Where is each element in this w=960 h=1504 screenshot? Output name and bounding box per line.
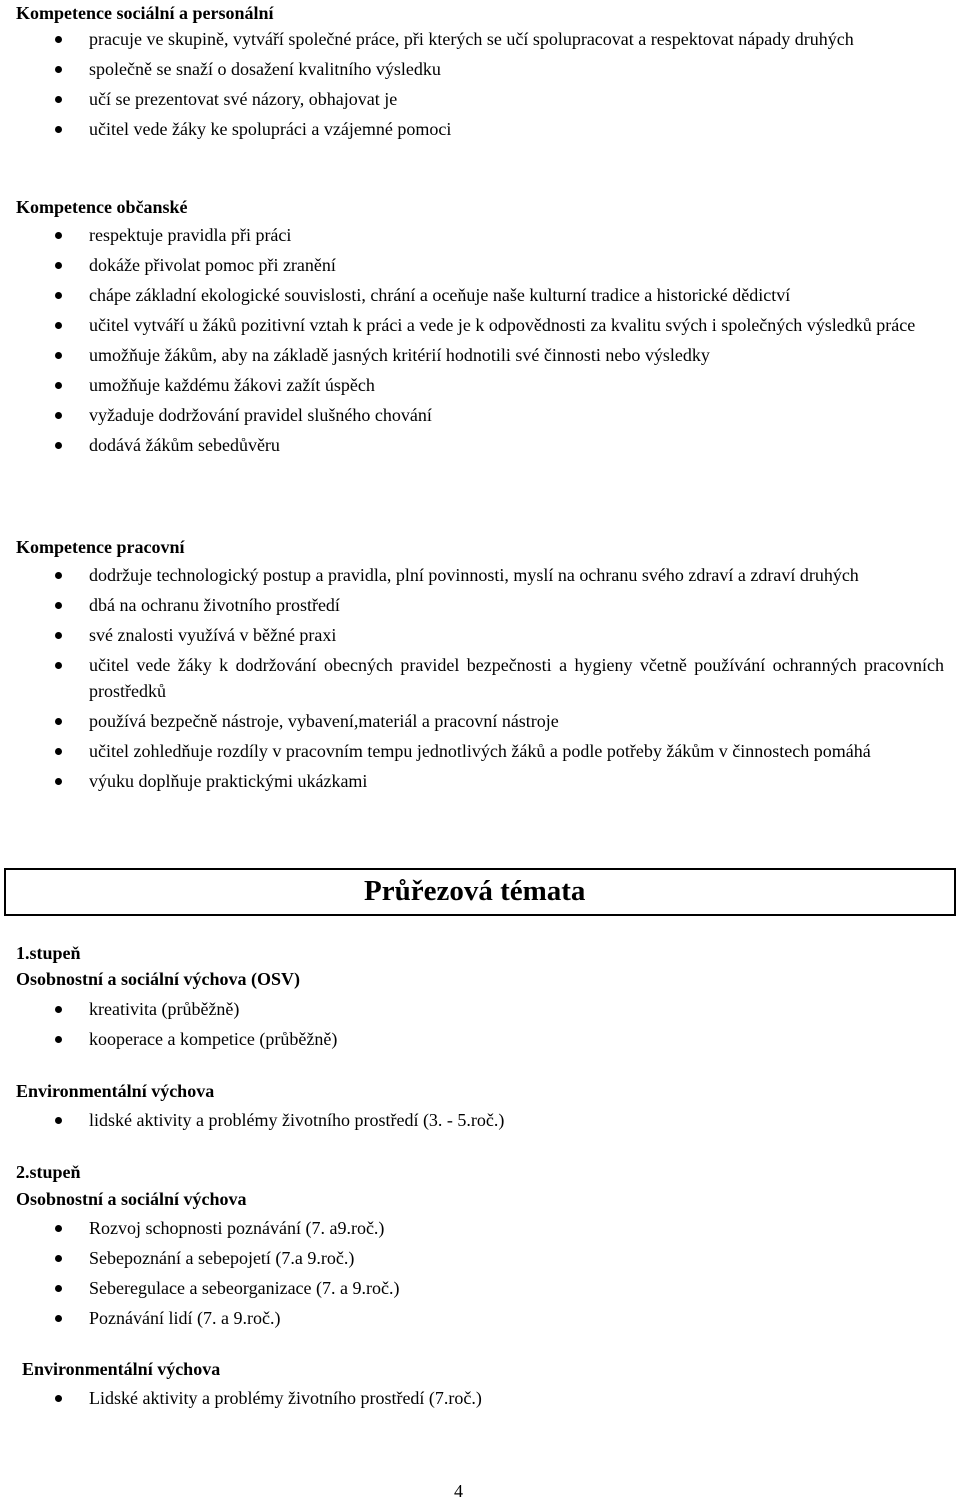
stage1-osv-heading: Osobnostní a sociální výchova (OSV) [16, 969, 301, 989]
list-item: kooperace a kompetice (průběžně) [0, 1026, 960, 1052]
section-heading-social: Kompetence sociální a personální [16, 3, 274, 23]
bullet-icon [55, 382, 62, 389]
list-item: dodává žákům sebedůvěru [0, 432, 960, 458]
list-item: používá bezpečně nástroje, vybavení,materiál a pracovní nástroje [0, 708, 960, 734]
bullet-icon [55, 262, 62, 269]
list-item: Poznávání lidí (7. a 9.roč.) [0, 1305, 960, 1331]
stage1-osv-list [0, 996, 960, 1052]
cross-topics-title: Průřezová témata [364, 875, 586, 907]
list-item: Rozvoj schopnosti poznávání (7. a9.roč.) [0, 1215, 960, 1241]
bullet-icon [55, 126, 62, 133]
page-number: 4 [454, 1481, 463, 1501]
bullet-icon [55, 66, 62, 73]
list-item: pracuje ve skupině, vytváří společné práce, při kterých se učí spolupracovat a respektovat nápady druhých [0, 26, 960, 52]
bullet-list-civic [0, 222, 960, 458]
bullet-icon [55, 662, 62, 669]
bullet-icon [55, 602, 62, 609]
bullet-icon [55, 1225, 62, 1232]
list-item: lidské aktivity a problémy životního prostředí (3. - 5.roč.) [0, 1107, 960, 1133]
bullet-icon [55, 36, 62, 43]
list-item: učitel vede žáky ke spolupráci a vzájemné pomoci [0, 116, 960, 142]
bullet-icon [55, 1395, 62, 1402]
bullet-icon [55, 352, 62, 359]
list-item: své znalosti využívá v běžné praxi [0, 622, 960, 648]
list-item: výuku doplňuje praktickými ukázkami [0, 768, 960, 794]
stage1-env-heading: Environmentální výchova [16, 1081, 215, 1101]
list-item: vyžaduje dodržování pravidel slušného chování [0, 402, 960, 428]
bullet-icon [55, 1036, 62, 1043]
stage1-label: 1.stupeň [16, 943, 81, 963]
bullet-icon [55, 1315, 62, 1322]
bullet-list-social [0, 26, 960, 142]
list-item: umožňuje každému žákovi zažít úspěch [0, 372, 960, 398]
list-item: Sebepoznání a sebepojetí (7.a 9.roč.) [0, 1245, 960, 1271]
bullet-icon [55, 1255, 62, 1262]
list-item: dokáže přivolat pomoc při zranění [0, 252, 960, 278]
stage2-env-heading: Environmentální výchova [22, 1359, 221, 1379]
bullet-icon [55, 1285, 62, 1292]
list-item: učitel zohledňuje rozdíly v pracovním tempu jednotlivých žáků a podle potřeby žákům v činnostech pomáhá [0, 738, 960, 764]
bullet-icon [55, 96, 62, 103]
list-item: Lidské aktivity a problémy životního prostředí (7.roč.) [0, 1385, 960, 1411]
stage2-osv-heading: Osobnostní a sociální výchova [16, 1189, 247, 1209]
bullet-icon [55, 572, 62, 579]
bullet-icon [55, 1006, 62, 1013]
bullet-icon [55, 748, 62, 755]
list-item: učí se prezentovat své názory, obhajovat je [0, 86, 960, 112]
list-item: dbá na ochranu životního prostředí [0, 592, 960, 618]
bullet-icon [55, 232, 62, 239]
bullet-icon [55, 412, 62, 419]
bullet-icon [55, 718, 62, 725]
stage2-label: 2.stupeň [16, 1162, 81, 1182]
stage1-env-list [0, 1107, 960, 1133]
bullet-icon [55, 292, 62, 299]
stage2-env-list [0, 1385, 960, 1411]
list-item: chápe základní ekologické souvislosti, chrání a oceňuje naše kulturní tradice a historické dědictví [0, 282, 960, 308]
list-item: společně se snaží o dosažení kvalitního výsledku [0, 56, 960, 82]
bullet-icon [55, 632, 62, 639]
stage2-osv-list [0, 1215, 960, 1331]
bullet-icon [55, 442, 62, 449]
list-item: dodržuje technologický postup a pravidla, plní povinnosti, myslí na ochranu svého zdraví a zdraví druhých [0, 562, 960, 588]
list-item: učitel vytváří u žáků pozitivní vztah k práci a vede je k odpovědnosti za kvalitu svých i společných výsledků práce [0, 312, 960, 338]
section-heading-work: Kompetence pracovní [16, 537, 185, 557]
bullet-icon [55, 322, 62, 329]
section-heading-civic: Kompetence občanské [16, 197, 188, 217]
list-item: umožňuje žákům, aby na základě jasných kritérií hodnotili své činnosti nebo výsledky [0, 342, 960, 368]
list-item: učitel vede žáky k dodržování obecných pravidel bezpečnosti a hygieny včetně používání ochranných pracovních prostředků [0, 652, 960, 704]
list-item: kreativita (průběžně) [0, 996, 960, 1022]
list-item: Seberegulace a sebeorganizace (7. a 9.roč.) [0, 1275, 960, 1301]
bullet-list-work [0, 562, 960, 794]
bullet-icon [55, 778, 62, 785]
list-item: respektuje pravidla při práci [0, 222, 960, 248]
bullet-icon [55, 1117, 62, 1124]
cross-topics-box [4, 868, 956, 916]
